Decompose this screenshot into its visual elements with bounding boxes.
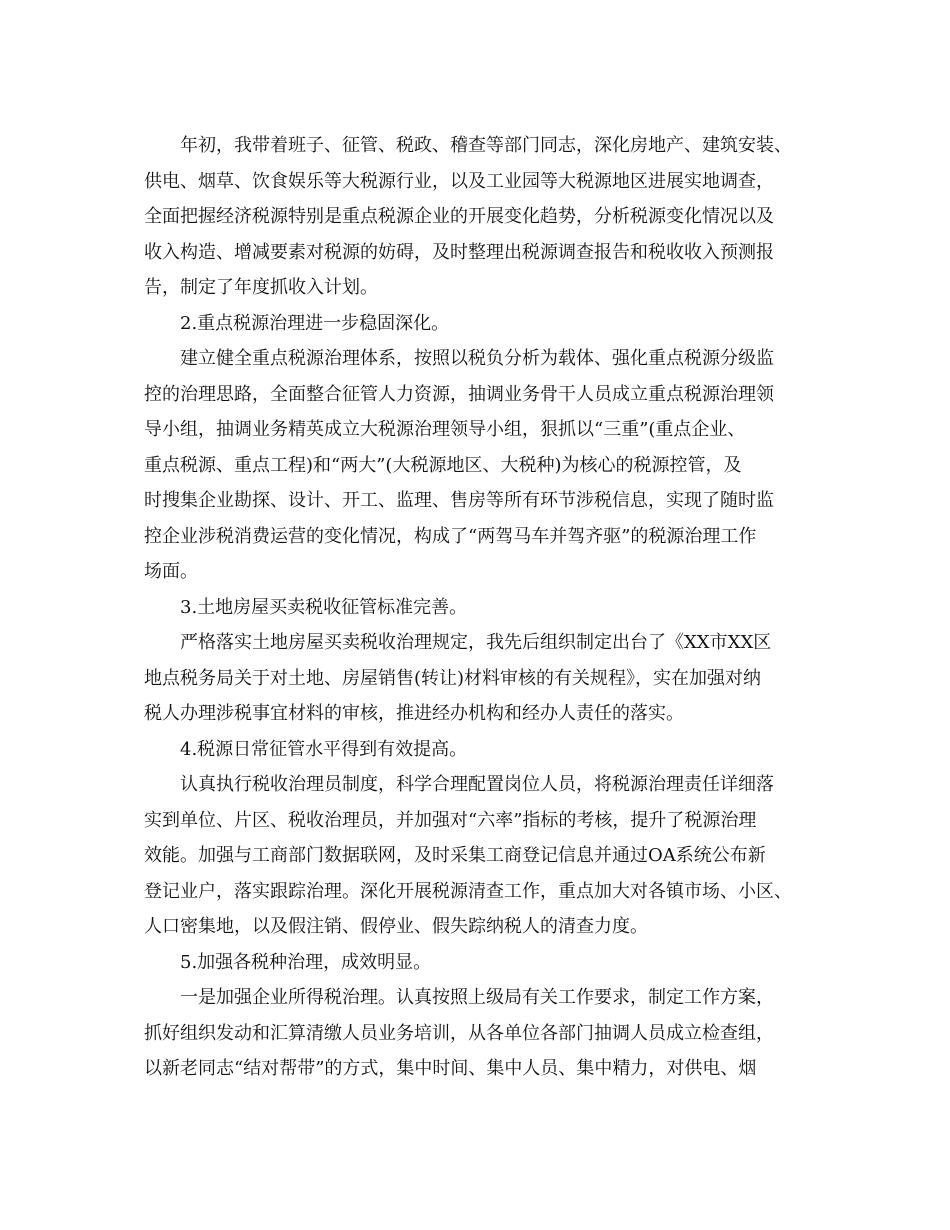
text-line: 效能。加强与工商部门数据联网，及时采集工商登记信息并通过OA系统公布新 xyxy=(144,845,766,866)
text-line: 场面。 xyxy=(144,561,198,582)
text-line: 登记业户，落实跟踪治理。深化开展税源清查工作，重点加大对各镇市场、小区、 xyxy=(144,880,792,902)
text-line: 2.重点税源治理进一步稳固深化。 xyxy=(180,312,450,334)
text-line: 年初，我带着班子、征管、税政、稽查等部门同志，深化房地产、建筑安装、 xyxy=(180,135,792,156)
text-line: 人口密集地，以及假注销、假停业、假失踪纳税人的清查力度。 xyxy=(144,916,648,937)
text-line: 导小组，抽调业务精英成立大税源治理领导小组，狠抓以“三重”(重点企业、 xyxy=(144,419,746,440)
text-line: 严格落实土地房屋买卖税收治理规定，我先后组织制定出台了《XX市XX区 xyxy=(180,632,772,653)
text-line: 税人办理涉税事宜材料的审核，推进经办机构和经办人责任的落实。 xyxy=(144,703,684,724)
text-line: 全面把握经济税源特别是重点税源企业的开展变化趋势，分析税源变化情况以及 xyxy=(144,206,774,227)
text-line: 5.加强各税种治理，成效明显。 xyxy=(180,951,432,973)
text-line: 收入构造、增减要素对税源的妨碍，及时整理出税源调查报告和税收收入预测报 xyxy=(144,241,774,263)
text-line: 以新老同志“结对帮带”的方式，集中时间、集中人员、集中精力，对供电、烟 xyxy=(144,1058,757,1079)
text-line: 告，制定了年度抓收入计划。 xyxy=(144,277,378,298)
text-line: 控企业涉税消费运营的变化情况，构成了“两驾马车并驾齐驱”的税源治理工作 xyxy=(144,525,757,547)
text-line: 3.土地房屋买卖税收征管标准完善。 xyxy=(180,596,468,618)
document-body xyxy=(144,128,814,1087)
text-line: 抓好组织发动和汇算清缴人员业务培训，从各单位各部门抽调人员成立检查组， xyxy=(144,1022,774,1044)
text-line: 一是加强企业所得税治理。认真按照上级局有关工作要求，制定工作方案， xyxy=(180,987,774,1008)
text-line: 实到单位、片区、税收治理员，并加强对“六率”指标的考核，提升了税源治理 xyxy=(144,809,757,831)
text-line: 4.税源日常征管水平得到有效提高。 xyxy=(180,738,468,760)
text-line: 地点税务局关于对土地、房屋销售(转让)材料审核的有关规程》，实在加强对纳 xyxy=(144,667,762,689)
text-line: 重点税源、重点工程)和“两大”(大税源地区、大税种)为核心的税源控管，及 xyxy=(144,454,742,476)
text-line: 控的治理思路，全面整合征管人力资源，抽调业务骨干人员成立重点税源治理领 xyxy=(144,383,774,405)
text-line: 建立健全重点税源治理体系，按照以税负分析为载体、强化重点税源分级监 xyxy=(180,348,774,369)
text-line: 时搜集企业勘探、设计、开工、监理、售房等所有环节涉税信息，实现了随时监 xyxy=(144,490,774,511)
text-line: 供电、烟草、饮食娱乐等大税源行业，以及工业园等大税源地区进展实地调查， xyxy=(144,170,774,192)
text-line: 认真执行税收治理员制度，科学合理配置岗位人员，将税源治理责任详细落 xyxy=(180,774,774,795)
